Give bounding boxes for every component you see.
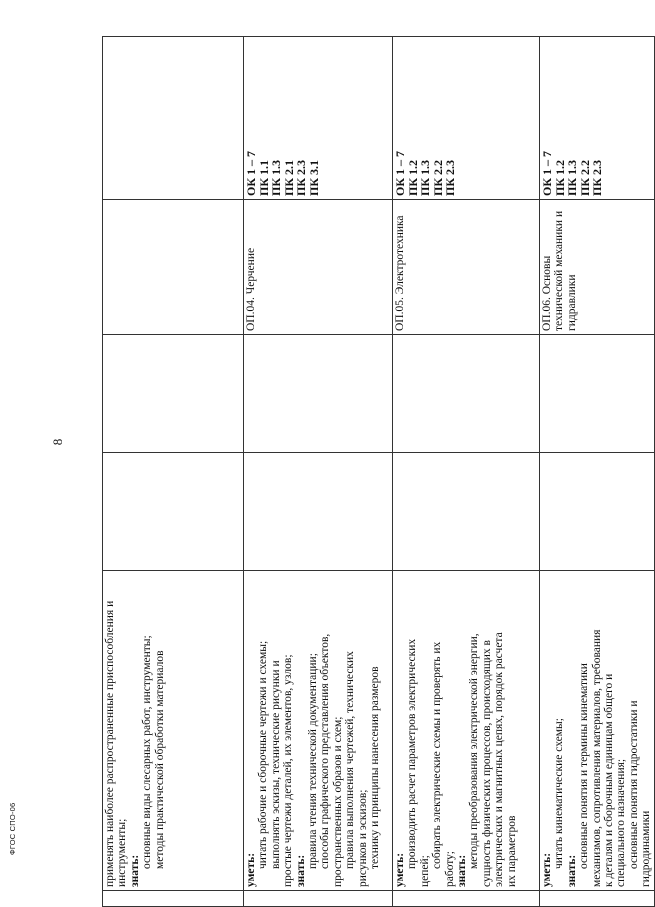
content-line: собирать электрические схемы и проверять их — [431, 641, 444, 869]
competency-code: ПК 2.3 — [294, 159, 309, 196]
content-line: пространственных образов и схем; — [331, 716, 344, 887]
content-line: основные виды слесарных работ, инструменты; — [141, 635, 154, 869]
hours-cell — [540, 453, 655, 571]
competency-code: ПК 1.2 — [405, 159, 420, 196]
competency-code: ПК 2.2 — [430, 159, 445, 196]
competency-code: ПК 1.2 — [552, 159, 567, 196]
section-keyword: уметь: — [245, 852, 257, 887]
discipline-cell — [393, 200, 540, 335]
content-line: простые чертежи деталей, их элементов, узлов; — [282, 654, 295, 887]
content-line: технику и принципы нанесения размеров — [369, 666, 382, 869]
section-keyword: знать: — [456, 854, 469, 887]
competency-code: ПК 2.3 — [443, 159, 458, 196]
content-line: электрических и магнитных цепях, порядок расчета — [493, 632, 506, 887]
content-line: читать рабочие и сборочные чертежи и схемы; — [257, 640, 270, 869]
table-row — [540, 37, 655, 907]
content-cell — [393, 571, 540, 891]
content-cell — [244, 571, 393, 891]
competencies-cell — [244, 37, 393, 200]
document-page — [102, 37, 653, 907]
competency-code: ОК 1 – 7 — [540, 150, 554, 196]
competency-code: ПК 1.3 — [269, 159, 284, 196]
competency-code: ПК 2.3 — [590, 159, 605, 196]
section-keyword: знать: — [128, 854, 141, 887]
content-line: выполнять эскизы, технические рисунки и — [269, 660, 282, 869]
competency-code: ПК 3.1 — [306, 159, 321, 196]
content-line: их параметров — [505, 815, 518, 887]
discipline-title: ОП.04. Черчение — [245, 247, 257, 331]
hours-cell — [244, 453, 393, 571]
content-line: механизмов, сопротивления материалов, требования — [590, 629, 603, 887]
content-line: сущность физических процессов, происходящих в — [480, 640, 493, 887]
competencies-cell — [103, 37, 244, 200]
competency-code: ОК 1 – 7 — [244, 150, 258, 196]
content-line: специального назначения; — [615, 758, 628, 887]
competency-code: ОК 1 – 7 — [393, 150, 407, 196]
content-line: рисунков и эскизов; — [356, 789, 369, 887]
footer-code: ФГОС СПО-06 — [8, 802, 17, 855]
section-keyword: знать: — [294, 854, 307, 887]
hours-cell — [393, 335, 540, 453]
content-line: основные понятия гидростатики и — [627, 700, 640, 869]
content-line: методы преобразования электрической энергии, — [468, 633, 481, 869]
content-line: правила чтения технической документации; — [307, 653, 320, 869]
discipline-cell — [103, 200, 244, 335]
content-line: читать кинематические схемы; — [553, 718, 566, 869]
index-cell — [540, 891, 655, 907]
hours-cell — [244, 335, 393, 453]
content-cell — [540, 571, 655, 891]
content-line: работу; — [443, 851, 456, 887]
content-line: гидродинамики — [640, 810, 653, 887]
table-row — [244, 37, 393, 907]
hours-cell — [103, 453, 244, 571]
hours-cell — [103, 335, 244, 453]
section-keyword: уметь: — [541, 852, 553, 887]
page-number: 8 — [50, 438, 65, 446]
section-keyword: знать: — [565, 854, 578, 887]
competency-code: ПК 1.3 — [565, 159, 580, 196]
table-row — [393, 37, 540, 907]
content-line: применять наиболее распространенные приспособления и инструменты; — [104, 600, 129, 887]
discipline-cell — [540, 200, 655, 335]
content-line: основные понятия и термины кинематики — [578, 663, 591, 869]
competency-code: ПК 1.1 — [256, 159, 271, 196]
competency-code: ПК 2.1 — [281, 159, 296, 196]
discipline-cell — [244, 200, 393, 335]
content-cell — [103, 571, 244, 891]
competency-code: ПК 1.3 — [418, 159, 433, 196]
content-line: производить расчет параметров электрических — [406, 638, 419, 869]
competencies-cell — [393, 37, 540, 200]
table-row — [103, 37, 244, 907]
index-cell — [393, 891, 540, 907]
hours-cell — [393, 453, 540, 571]
competency-code: ПК 2.2 — [577, 159, 592, 196]
content-line: правила выполнения чертежей, технических — [344, 651, 357, 869]
content-line: способы графического представления объектов, — [319, 633, 332, 869]
competencies-cell — [540, 37, 655, 200]
content-line: цепей; — [418, 855, 431, 887]
index-cell — [103, 891, 244, 907]
content-line: методы практической обработки материалов — [153, 650, 166, 869]
hours-cell — [540, 335, 655, 453]
content-line: к деталям и сборочным единицам общего и — [603, 673, 616, 887]
discipline-title: ОП.06. Основы технической механики и гидравлики — [541, 210, 578, 331]
discipline-title: ОП.05. Электротехника — [394, 215, 406, 331]
index-cell — [244, 891, 393, 907]
section-keyword: уметь: — [394, 852, 406, 887]
curriculum-table — [102, 36, 655, 907]
